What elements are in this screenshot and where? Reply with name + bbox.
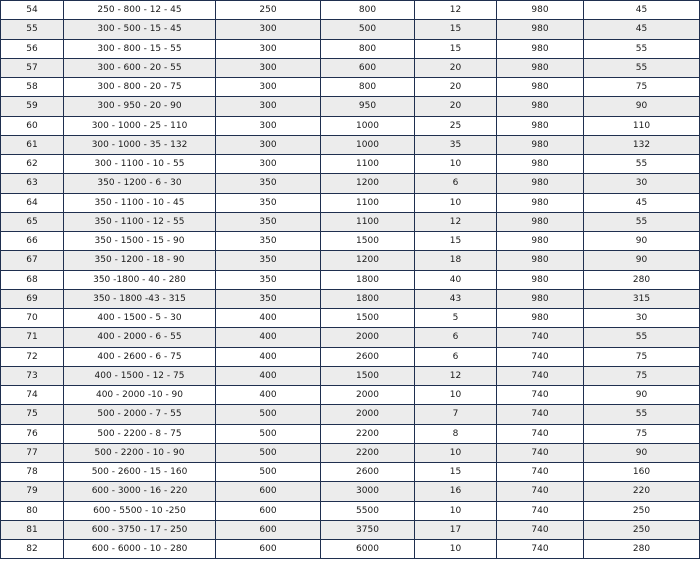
value-cell-c: 12 — [415, 212, 497, 231]
value-cell-a: 300 — [216, 20, 321, 39]
value-cell-a: 500 — [216, 443, 321, 462]
model-spec-cell: 350 - 1100 - 10 - 45 — [64, 193, 216, 212]
value-cell-e: 45 — [584, 20, 700, 39]
value-cell-e: 55 — [584, 212, 700, 231]
value-cell-a: 500 — [216, 405, 321, 424]
model-spec-cell: 250 - 800 - 12 - 45 — [64, 1, 216, 20]
row-number-cell: 54 — [1, 1, 64, 20]
value-cell-d: 980 — [497, 78, 584, 97]
value-cell-b: 2000 — [321, 328, 415, 347]
value-cell-b: 1800 — [321, 289, 415, 308]
table-row — [1, 193, 700, 212]
row-number-cell: 68 — [1, 270, 64, 289]
row-number-cell: 74 — [1, 386, 64, 405]
value-cell-d: 740 — [497, 386, 584, 405]
row-number-cell: 57 — [1, 58, 64, 77]
table-row — [1, 366, 700, 385]
value-cell-d: 740 — [497, 482, 584, 501]
value-cell-b: 2200 — [321, 424, 415, 443]
value-cell-e: 75 — [584, 347, 700, 366]
value-cell-a: 400 — [216, 347, 321, 366]
value-cell-c: 5 — [415, 309, 497, 328]
value-cell-a: 350 — [216, 174, 321, 193]
value-cell-e: 90 — [584, 97, 700, 116]
model-spec-cell: 300 - 800 - 15 - 55 — [64, 39, 216, 58]
value-cell-a: 350 — [216, 270, 321, 289]
table-row — [1, 424, 700, 443]
model-spec-cell: 300 - 950 - 20 - 90 — [64, 97, 216, 116]
value-cell-c: 15 — [415, 463, 497, 482]
value-cell-a: 350 — [216, 232, 321, 251]
value-cell-a: 600 — [216, 540, 321, 559]
value-cell-c: 18 — [415, 251, 497, 270]
model-spec-cell: 300 - 500 - 15 - 45 — [64, 20, 216, 39]
value-cell-a: 350 — [216, 193, 321, 212]
value-cell-b: 2600 — [321, 347, 415, 366]
value-cell-d: 980 — [497, 1, 584, 20]
table-row — [1, 116, 700, 135]
model-spec-cell: 350 - 1200 - 18 - 90 — [64, 251, 216, 270]
row-number-cell: 55 — [1, 20, 64, 39]
value-cell-b: 6000 — [321, 540, 415, 559]
row-number-cell: 77 — [1, 443, 64, 462]
value-cell-d: 740 — [497, 443, 584, 462]
table-row — [1, 20, 700, 39]
value-cell-a: 300 — [216, 58, 321, 77]
row-number-cell: 59 — [1, 97, 64, 116]
value-cell-d: 740 — [497, 347, 584, 366]
value-cell-d: 980 — [497, 20, 584, 39]
value-cell-a: 350 — [216, 212, 321, 231]
value-cell-c: 16 — [415, 482, 497, 501]
value-cell-c: 15 — [415, 20, 497, 39]
value-cell-b: 5500 — [321, 501, 415, 520]
table-row — [1, 155, 700, 174]
model-spec-cell: 500 - 2200 - 8 - 75 — [64, 424, 216, 443]
row-number-cell: 64 — [1, 193, 64, 212]
row-number-cell: 67 — [1, 251, 64, 270]
row-number-cell: 58 — [1, 78, 64, 97]
row-number-cell: 79 — [1, 482, 64, 501]
model-spec-cell: 300 - 800 - 20 - 75 — [64, 78, 216, 97]
value-cell-b: 1000 — [321, 135, 415, 154]
row-number-cell: 62 — [1, 155, 64, 174]
model-spec-cell: 300 - 1000 - 35 - 132 — [64, 135, 216, 154]
model-spec-cell: 600 - 6000 - 10 - 280 — [64, 540, 216, 559]
value-cell-e: 250 — [584, 501, 700, 520]
value-cell-a: 400 — [216, 386, 321, 405]
value-cell-a: 300 — [216, 116, 321, 135]
value-cell-e: 90 — [584, 232, 700, 251]
row-number-cell: 63 — [1, 174, 64, 193]
value-cell-c: 7 — [415, 405, 497, 424]
table-row — [1, 232, 700, 251]
value-cell-d: 740 — [497, 463, 584, 482]
model-spec-cell: 350 - 1500 - 15 - 90 — [64, 232, 216, 251]
value-cell-e: 75 — [584, 424, 700, 443]
value-cell-d: 980 — [497, 193, 584, 212]
value-cell-b: 800 — [321, 1, 415, 20]
table-row — [1, 443, 700, 462]
model-spec-cell: 500 - 2200 - 10 - 90 — [64, 443, 216, 462]
value-cell-c: 20 — [415, 78, 497, 97]
value-cell-d: 980 — [497, 116, 584, 135]
value-cell-c: 20 — [415, 97, 497, 116]
value-cell-a: 600 — [216, 482, 321, 501]
table-row — [1, 212, 700, 231]
value-cell-c: 40 — [415, 270, 497, 289]
model-spec-cell: 500 - 2000 - 7 - 55 — [64, 405, 216, 424]
value-cell-c: 12 — [415, 1, 497, 20]
row-number-cell: 80 — [1, 501, 64, 520]
value-cell-e: 75 — [584, 78, 700, 97]
value-cell-a: 300 — [216, 78, 321, 97]
model-spec-cell: 350 - 1200 - 6 - 30 — [64, 174, 216, 193]
row-number-cell: 75 — [1, 405, 64, 424]
value-cell-b: 1500 — [321, 232, 415, 251]
value-cell-c: 35 — [415, 135, 497, 154]
value-cell-e: 160 — [584, 463, 700, 482]
value-cell-b: 1000 — [321, 116, 415, 135]
value-cell-b: 2000 — [321, 386, 415, 405]
value-cell-b: 1100 — [321, 212, 415, 231]
value-cell-d: 980 — [497, 58, 584, 77]
value-cell-d: 980 — [497, 174, 584, 193]
table-row — [1, 174, 700, 193]
table-row — [1, 463, 700, 482]
value-cell-e: 220 — [584, 482, 700, 501]
model-spec-cell: 350 - 1100 - 12 - 55 — [64, 212, 216, 231]
table-row — [1, 501, 700, 520]
row-number-cell: 71 — [1, 328, 64, 347]
row-number-cell: 81 — [1, 520, 64, 539]
value-cell-b: 500 — [321, 20, 415, 39]
value-cell-d: 740 — [497, 405, 584, 424]
value-cell-e: 90 — [584, 386, 700, 405]
value-cell-e: 75 — [584, 366, 700, 385]
table-row — [1, 309, 700, 328]
row-number-cell: 73 — [1, 366, 64, 385]
value-cell-d: 980 — [497, 135, 584, 154]
value-cell-c: 10 — [415, 193, 497, 212]
value-cell-e: 250 — [584, 520, 700, 539]
value-cell-c: 15 — [415, 232, 497, 251]
value-cell-d: 980 — [497, 309, 584, 328]
table-row — [1, 347, 700, 366]
table-row — [1, 135, 700, 154]
value-cell-d: 980 — [497, 270, 584, 289]
table-row — [1, 58, 700, 77]
table-row — [1, 386, 700, 405]
value-cell-e: 132 — [584, 135, 700, 154]
model-spec-cell: 500 - 2600 - 15 - 160 — [64, 463, 216, 482]
value-cell-b: 3000 — [321, 482, 415, 501]
model-spec-cell: 400 - 2000 -10 - 90 — [64, 386, 216, 405]
value-cell-d: 980 — [497, 289, 584, 308]
value-cell-d: 740 — [497, 501, 584, 520]
model-spec-cell: 400 - 2000 - 6 - 55 — [64, 328, 216, 347]
value-cell-c: 6 — [415, 347, 497, 366]
value-cell-a: 500 — [216, 424, 321, 443]
value-cell-c: 17 — [415, 520, 497, 539]
table-row — [1, 251, 700, 270]
value-cell-a: 600 — [216, 501, 321, 520]
value-cell-c: 25 — [415, 116, 497, 135]
value-cell-e: 55 — [584, 155, 700, 174]
row-number-cell: 65 — [1, 212, 64, 231]
value-cell-e: 55 — [584, 58, 700, 77]
value-cell-b: 1200 — [321, 251, 415, 270]
model-spec-cell: 350 -1800 - 40 - 280 — [64, 270, 216, 289]
value-cell-d: 980 — [497, 97, 584, 116]
value-cell-b: 1500 — [321, 366, 415, 385]
value-cell-c: 10 — [415, 386, 497, 405]
row-number-cell: 69 — [1, 289, 64, 308]
value-cell-e: 55 — [584, 405, 700, 424]
table-row — [1, 39, 700, 58]
value-cell-e: 315 — [584, 289, 700, 308]
value-cell-a: 500 — [216, 463, 321, 482]
value-cell-a: 350 — [216, 289, 321, 308]
value-cell-b: 2000 — [321, 405, 415, 424]
row-number-cell: 82 — [1, 540, 64, 559]
value-cell-a: 600 — [216, 520, 321, 539]
value-cell-b: 800 — [321, 39, 415, 58]
value-cell-d: 740 — [497, 424, 584, 443]
value-cell-a: 250 — [216, 1, 321, 20]
value-cell-c: 10 — [415, 540, 497, 559]
value-cell-b: 2200 — [321, 443, 415, 462]
row-number-cell: 72 — [1, 347, 64, 366]
value-cell-e: 90 — [584, 443, 700, 462]
value-cell-e: 55 — [584, 328, 700, 347]
table-row — [1, 289, 700, 308]
value-cell-d: 740 — [497, 540, 584, 559]
model-spec-cell: 300 - 1000 - 25 - 110 — [64, 116, 216, 135]
value-cell-c: 10 — [415, 155, 497, 174]
value-cell-d: 980 — [497, 232, 584, 251]
value-cell-a: 300 — [216, 155, 321, 174]
row-number-cell: 78 — [1, 463, 64, 482]
value-cell-b: 800 — [321, 78, 415, 97]
value-cell-b: 1500 — [321, 309, 415, 328]
value-cell-c: 15 — [415, 39, 497, 58]
value-cell-e: 45 — [584, 193, 700, 212]
value-cell-b: 1200 — [321, 174, 415, 193]
row-number-cell: 66 — [1, 232, 64, 251]
value-cell-e: 55 — [584, 39, 700, 58]
value-cell-d: 740 — [497, 366, 584, 385]
row-number-cell: 61 — [1, 135, 64, 154]
model-spec-cell: 600 - 5500 - 10 -250 — [64, 501, 216, 520]
value-cell-c: 12 — [415, 366, 497, 385]
value-cell-e: 110 — [584, 116, 700, 135]
model-spec-cell: 300 - 600 - 20 - 55 — [64, 58, 216, 77]
value-cell-c: 10 — [415, 501, 497, 520]
table-row — [1, 270, 700, 289]
model-spec-cell: 350 - 1800 -43 - 315 — [64, 289, 216, 308]
model-spec-cell: 400 - 2600 - 6 - 75 — [64, 347, 216, 366]
table-row — [1, 520, 700, 539]
model-spec-cell: 400 - 1500 - 5 - 30 — [64, 309, 216, 328]
row-number-cell: 76 — [1, 424, 64, 443]
value-cell-b: 950 — [321, 97, 415, 116]
value-cell-e: 280 — [584, 540, 700, 559]
value-cell-d: 980 — [497, 212, 584, 231]
table-row — [1, 97, 700, 116]
value-cell-a: 300 — [216, 39, 321, 58]
value-cell-d: 740 — [497, 328, 584, 347]
value-cell-e: 90 — [584, 251, 700, 270]
value-cell-b: 1800 — [321, 270, 415, 289]
table-row — [1, 405, 700, 424]
value-cell-a: 400 — [216, 328, 321, 347]
row-number-cell: 56 — [1, 39, 64, 58]
value-cell-e: 30 — [584, 309, 700, 328]
value-cell-c: 10 — [415, 443, 497, 462]
value-cell-a: 300 — [216, 97, 321, 116]
value-cell-b: 1100 — [321, 155, 415, 174]
value-cell-d: 980 — [497, 251, 584, 270]
model-spec-cell: 600 - 3750 - 17 - 250 — [64, 520, 216, 539]
value-cell-e: 30 — [584, 174, 700, 193]
spec-table-body — [1, 1, 700, 559]
value-cell-e: 45 — [584, 1, 700, 20]
value-cell-c: 43 — [415, 289, 497, 308]
value-cell-a: 350 — [216, 251, 321, 270]
value-cell-a: 400 — [216, 366, 321, 385]
value-cell-b: 1100 — [321, 193, 415, 212]
value-cell-d: 980 — [497, 155, 584, 174]
table-row — [1, 78, 700, 97]
value-cell-a: 300 — [216, 135, 321, 154]
value-cell-d: 740 — [497, 520, 584, 539]
value-cell-c: 6 — [415, 328, 497, 347]
value-cell-d: 980 — [497, 39, 584, 58]
row-number-cell: 70 — [1, 309, 64, 328]
value-cell-c: 6 — [415, 174, 497, 193]
table-row — [1, 328, 700, 347]
value-cell-e: 280 — [584, 270, 700, 289]
table-row — [1, 540, 700, 559]
model-spec-cell: 600 - 3000 - 16 - 220 — [64, 482, 216, 501]
value-cell-c: 20 — [415, 58, 497, 77]
model-spec-cell: 400 - 1500 - 12 - 75 — [64, 366, 216, 385]
value-cell-b: 3750 — [321, 520, 415, 539]
row-number-cell: 60 — [1, 116, 64, 135]
value-cell-c: 8 — [415, 424, 497, 443]
value-cell-a: 400 — [216, 309, 321, 328]
model-spec-cell: 300 - 1100 - 10 - 55 — [64, 155, 216, 174]
value-cell-b: 600 — [321, 58, 415, 77]
table-row — [1, 482, 700, 501]
table-row — [1, 1, 700, 20]
value-cell-b: 2600 — [321, 463, 415, 482]
